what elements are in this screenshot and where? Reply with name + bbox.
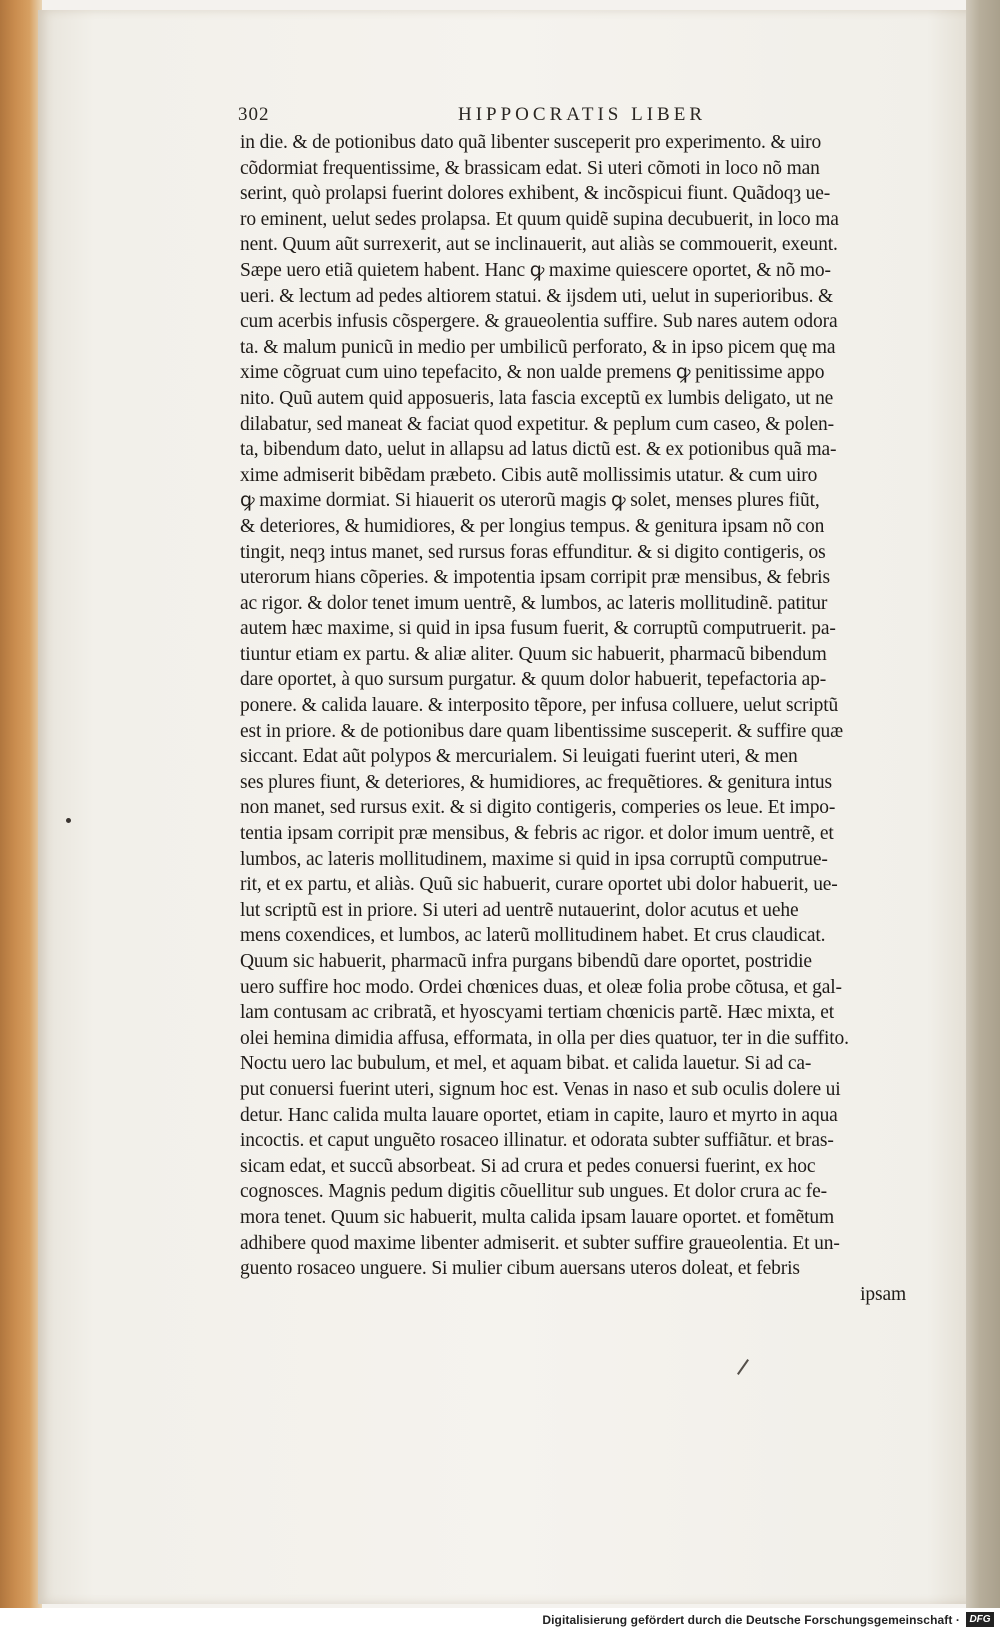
text-line: nent. Quum aũt surrexerit, aut se inclinauerit, aut aliàs se commouerit, exeunt. <box>240 234 838 256</box>
text-line: put conuersi fuerint uteri, signum hoc est. Venas in naso et sub oculis dolere ui <box>240 1078 841 1100</box>
text-line: dare oportet, à quo sursum purgatur. & quum dolor habuerit, tepefactoria ap- <box>240 669 827 691</box>
text-line: mens coxendices, et lumbos, ac laterũ mollitudinem habet. Et crus claudicat. <box>240 925 826 947</box>
text-line: tingit, neqȝ intus manet, sed rursus foras effunditur. & si digito contigeris, os <box>240 541 826 563</box>
text-line: ꝙ maxime dormiat. Si hiauerit os uterorũ magis ꝙ solet, menses plures fiũt, <box>240 490 820 512</box>
text-line: tentia ipsam corripit præ mensibus, & febris ac rigor. et dolor imum uentrẽ, et <box>240 823 834 845</box>
text-line: autem hæc maxime, si quid in ipsa fusum fuerit, & corruptũ computruerit. pa- <box>240 618 836 640</box>
footer-credit: Digitalisierung gefördert durch die Deutsche Forschungsgemeinschaft · <box>542 1613 960 1627</box>
text-line: uterorum hians cõperies. & impotentia ipsam corripit præ mensibus, & febris <box>240 567 830 589</box>
text-line: uero suffire hoc modo. Ordei chœnices duas, et oleæ folia probe cõtusa, et gal- <box>240 976 842 998</box>
book-spine <box>0 0 42 1608</box>
text-line: lumbos, ac lateris mollitudinem, maxime si quid in ipsa corruptũ computrue- <box>240 848 828 870</box>
text-line: in die. & de potionibus dato quã libenter susceperit pro experimento. & uiro <box>240 132 822 153</box>
text-line: cum acerbis infusis cõspergere. & graueolentia suffire. Sub nares autem odora <box>240 311 838 333</box>
text-line: xime admiserit bibẽdam præbeto. Cibis autẽ mollissimis utatur. & cum uiro <box>240 464 818 486</box>
digitization-footer <box>0 1608 1000 1633</box>
text-line: incoctis. et caput unguẽto rosaceo illinatur. et odorata subter suffiãtur. et bras- <box>240 1130 834 1152</box>
text-line: ta. & malum punicũ in medio per umbilicũ perforato, & in ipso picem quę ma <box>240 336 836 358</box>
text-line: ac rigor. & dolor tenet imum uentrẽ, & lumbos, ac lateris mollitudinẽ. patitur <box>240 592 828 614</box>
text-line: ses plures fiunt, & deteriores, & humidiores, ac frequẽtiores. & genitura intus <box>240 771 832 793</box>
text-line: siccant. Edat aũt polypos & mercurialem. Si leuigati fuerint uteri, & men <box>240 746 798 768</box>
text-line: ro eminent, uelut sedes prolapsa. Et quum quidẽ supina decubuerit, in loco ma <box>240 208 839 230</box>
text-line: xime cõgruat cum uino tepefacito, & non ualde premens ꝙ penitissime appo <box>240 362 825 384</box>
page-edge-stack <box>966 0 1000 1608</box>
text-line: tiuntur etiam ex partu. & aliæ aliter. Quum sic habuerit, pharmacũ bibendum <box>240 643 827 665</box>
text-line: mora tenet. Quum sic habuerit, multa calida ipsam lauare oportet. et fomẽtum <box>240 1206 834 1228</box>
page-header <box>238 104 738 130</box>
text-line: est in priore. & de potionibus dare quam libentissime susceperit. & suffire quæ <box>240 720 844 742</box>
text-line: sicam edat, et succũ absorbeat. Si ad crura et pedes conuersi fuerint, ex hoc <box>240 1155 816 1177</box>
text-line: guento rosaceo unguere. Si mulier cibum auersans uteros doleat, et febris <box>240 1258 800 1280</box>
text-line: Sæpe uero etiã quietem habent. Hanc ꝙ maxime quiescere oportet, & nõ mo- <box>240 259 831 281</box>
text-line: ta, bibendum dato, uelut in allapsu ad latus dictũ est. & ex potionibus quã ma- <box>240 439 837 461</box>
text-line: nito. Quũ autem quid apposueris, lata fascia exceptũ ex lumbis deligato, ut ne <box>240 387 834 409</box>
page-number: 302 <box>238 104 270 125</box>
text-line: non manet, sed rursus exit. & si digito contigeris, comperies os leue. Et impo- <box>240 797 836 819</box>
text-line: lam contusam ac cribratã, et hyoscyami tertiam chœnicis partẽ. Hæc mixta, et <box>240 1002 834 1024</box>
text-line: rit, et ex partu, et aliàs. Quũ sic habuerit, curare oportet ubi dolor habuerit, ue- <box>240 874 838 896</box>
text-line: olei hemina dimidia affusa, efformata, in olla per dies quatuor, ter in die suffito. <box>240 1027 849 1049</box>
text-line: Noctu uero lac bubulum, et mel, et aquam bibat. et calida lauetur. Si ad ca- <box>240 1053 812 1075</box>
text-line: & deteriores, & humidiores, & per longius tempus. & genitura ipsam nõ con <box>240 515 825 537</box>
running-head: HIPPOCRATIS LIBER <box>458 104 706 125</box>
text-line: ueri. & lectum ad pedes altiorem statui. & ijsdem uti, uelut in superioribus. & <box>240 285 834 307</box>
catchword: ipsam <box>860 1283 906 1305</box>
text-line: lut scriptũ est in priore. Si uteri ad uentrẽ nutauerint, dolor acutus et uehe <box>240 899 799 921</box>
text-line: dilabatur, sed maneat & faciat quod expetitur. & peplum cum caseo, & polen- <box>240 413 834 435</box>
text-line: cognosces. Magnis pedum digitis cõuellitur sub ungues. Et dolor crura ac fe- <box>240 1181 827 1203</box>
text-line: Quum sic habuerit, pharmacũ infra purgans bibendũ dare oportet, postridie <box>240 951 812 972</box>
text-line: serint, quò prolapsi fuerint dolores exhibent, & incõspicui fiunt. Quãdoqȝ ue- <box>240 183 831 205</box>
text-line: ponere. & calida lauare. & interposito tẽpore, per infusa colluere, uelut scriptũ <box>240 695 839 717</box>
ink-speck <box>66 818 71 823</box>
text-line: adhibere quod maxime libenter admiserit. et subter suffire graueolentia. Et un- <box>240 1232 840 1254</box>
text-line: cõdormiat frequentissime, & brassicam edat. Si uteri cõmoti in loco nõ man <box>240 157 820 179</box>
text-line: detur. Hanc calida multa lauare oportet, etiam in capite, lauro et myrto in aqua <box>240 1104 838 1126</box>
body-text <box>240 130 940 1307</box>
dfg-logo-icon: DFG <box>966 1612 994 1627</box>
